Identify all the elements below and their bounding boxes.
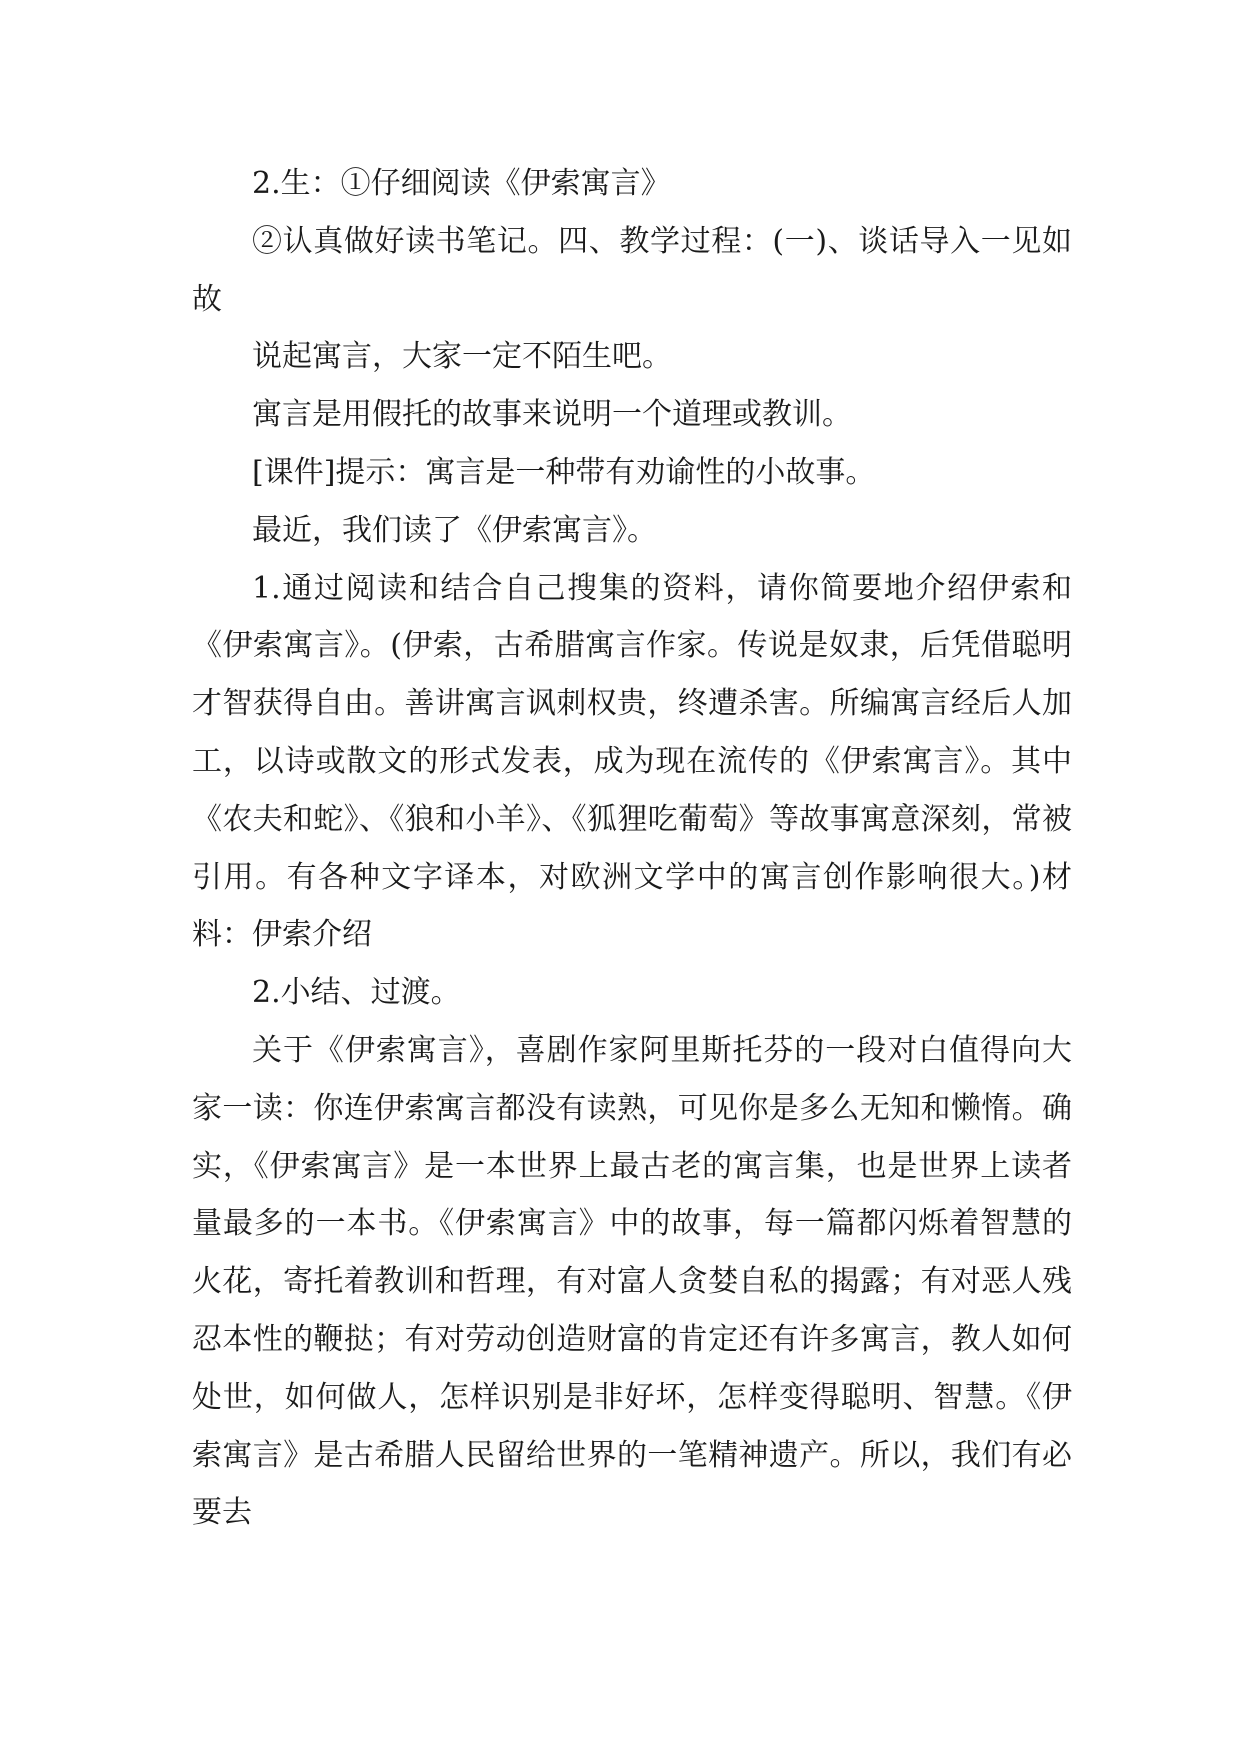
paragraph-courseware-hint: [课件]提示：寓言是一种带有劝谕性的小故事。	[252, 454, 876, 490]
paragraph-aristophanes-quote: 关于《伊索寓言》，喜剧作家阿里斯托芬的一段对白值得向大家一读：你连伊索寓言都没有读熟，可见你是多么无知和懒惰。确实，《伊索寓言》是一本世界上最古老的寓言集，也是世界上读者量最多的一本书。《伊索寓言》中的故事，每一篇都闪烁着智慧的火花，寄托着教训和哲理，有对富人贪婪自私的揭露；有对恶人残忍本性的鞭挞；有对劳动创造财富的肯定还有许多寓言，教人如何处世，如何做人，怎样识别是非好坏，怎样变得聪明、智慧。《伊索寓言》是古希腊人民留给世界的一笔精神遗产。所以，我们有必要去	[192, 1032, 1072, 1531]
paragraph-fable-definition: 寓言是用假托的故事来说明一个道理或教训。	[252, 397, 852, 433]
paragraph-summary-transition: 2.小结、过渡。	[252, 975, 461, 1011]
paragraph-aesop-introduction: 1.通过阅读和结合自己搜集的资料，请你简要地介绍伊索和《伊索寓言》。(伊索，古希腊寓言作家。传说是奴隶，后凭借聪明才智获得自由。善讲寓言讽刺权贵，终遭杀害。所编寓言经后人加工，以诗或散文的形式发表，成为现在流传的《伊索寓言》。其中《农夫和蛇》、《狼和小羊》、《狐狸吃葡萄》等故事寓意深刻，常被引用。有各种文字译本，对欧洲文学中的寓言创作影响很大。)材料：伊索介绍	[192, 570, 1072, 953]
paragraph-recent-reading: 最近，我们读了《伊索寓言》。	[252, 512, 657, 548]
paragraph-student-task-1: 2.生：①仔细阅读《伊索寓言》	[252, 166, 671, 201]
document-body	[192, 155, 1072, 1542]
paragraph-student-task-2: ②认真做好读书笔记。四、教学过程：(一)、谈话导入一见如故	[192, 223, 1072, 317]
paragraph-intro-question: 说起寓言，大家一定不陌生吧。	[252, 339, 672, 375]
